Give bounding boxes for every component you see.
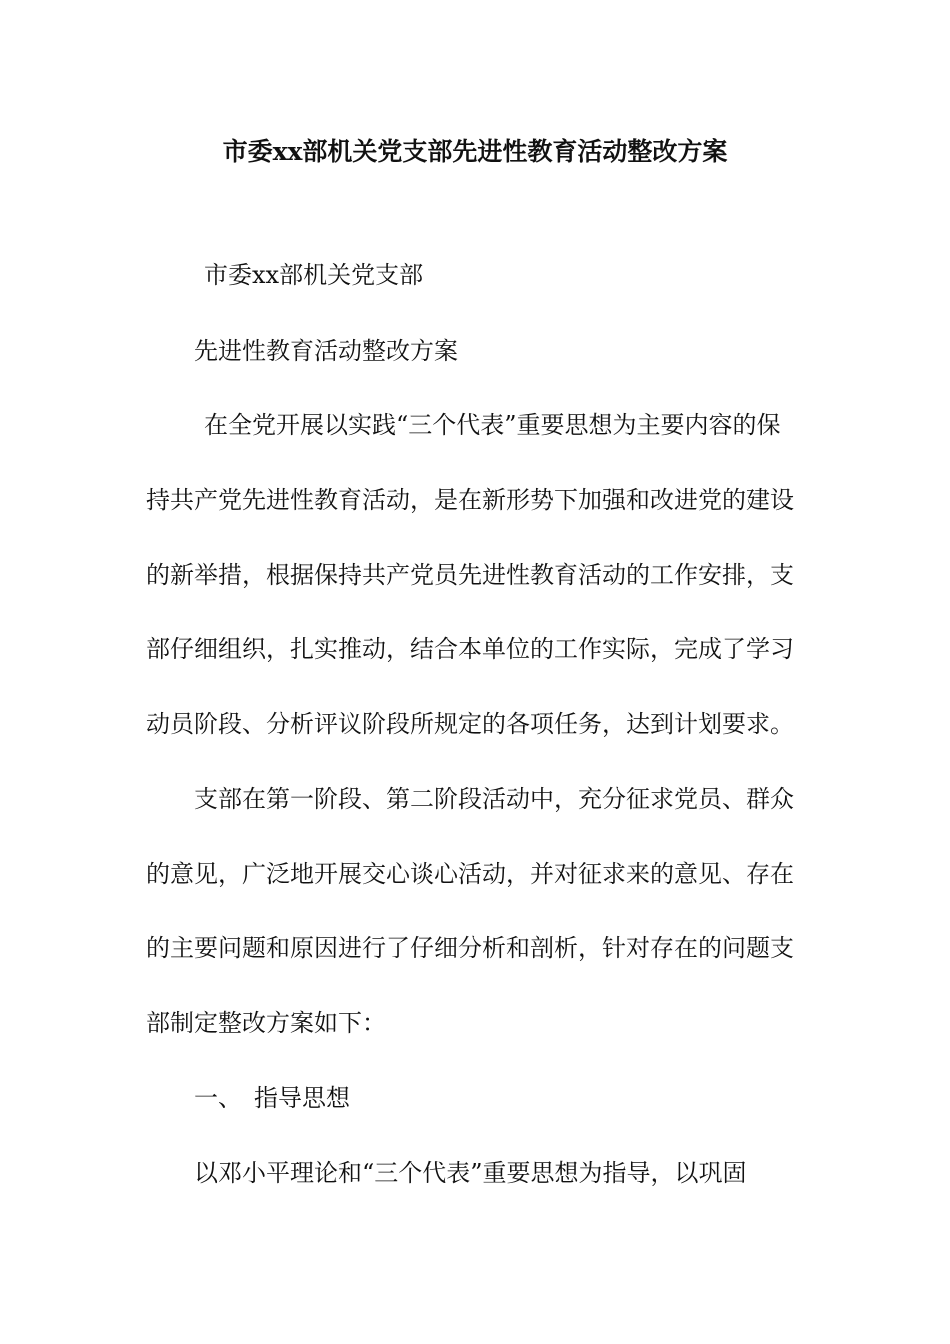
- paragraph-3-line-1: 以邓小平理论和“三个代表”重要思想为指导，以巩固: [194, 1159, 747, 1187]
- paragraph-1-line-1: 在全党开展以实践“三个代表”重要思想为主要内容的保: [204, 411, 781, 439]
- paragraph-1-line-5: 动员阶段、分析评议阶段所规定的各项任务，达到计划要求。: [146, 710, 794, 738]
- subtitle-line-2: 先进性教育活动整改方案: [194, 337, 458, 365]
- paragraph-2-line-1: 支部在第一阶段、第二阶段活动中，充分征求党员、群众: [194, 785, 794, 813]
- subtitle-line-1: 市委xx部机关党支部: [204, 261, 424, 289]
- paragraph-2-line-2: 的意见，广泛地开展交心谈心活动，并对征求来的意见、存在: [146, 860, 794, 888]
- paragraph-2-line-3: 的主要问题和原因进行了仔细分析和剖析，针对存在的问题支: [146, 934, 794, 962]
- document-title: 市委xx部机关党支部先进性教育活动整改方案: [222, 137, 728, 166]
- paragraph-1-line-2: 持共产党先进性教育活动，是在新形势下加强和改进党的建设: [146, 486, 794, 514]
- paragraph-1-line-3: 的新举措，根据保持共产党员先进性教育活动的工作安排，支: [146, 561, 794, 589]
- paragraph-2-line-4: 部制定整改方案如下：: [146, 1009, 386, 1037]
- section-heading-text: 指导思想: [254, 1084, 350, 1112]
- section-heading: [194, 1081, 350, 1115]
- paragraph-1-line-4: 部仔细组织，扎实推动，结合本单位的工作实际，完成了学习: [146, 635, 794, 663]
- section-number: 一、: [194, 1084, 242, 1112]
